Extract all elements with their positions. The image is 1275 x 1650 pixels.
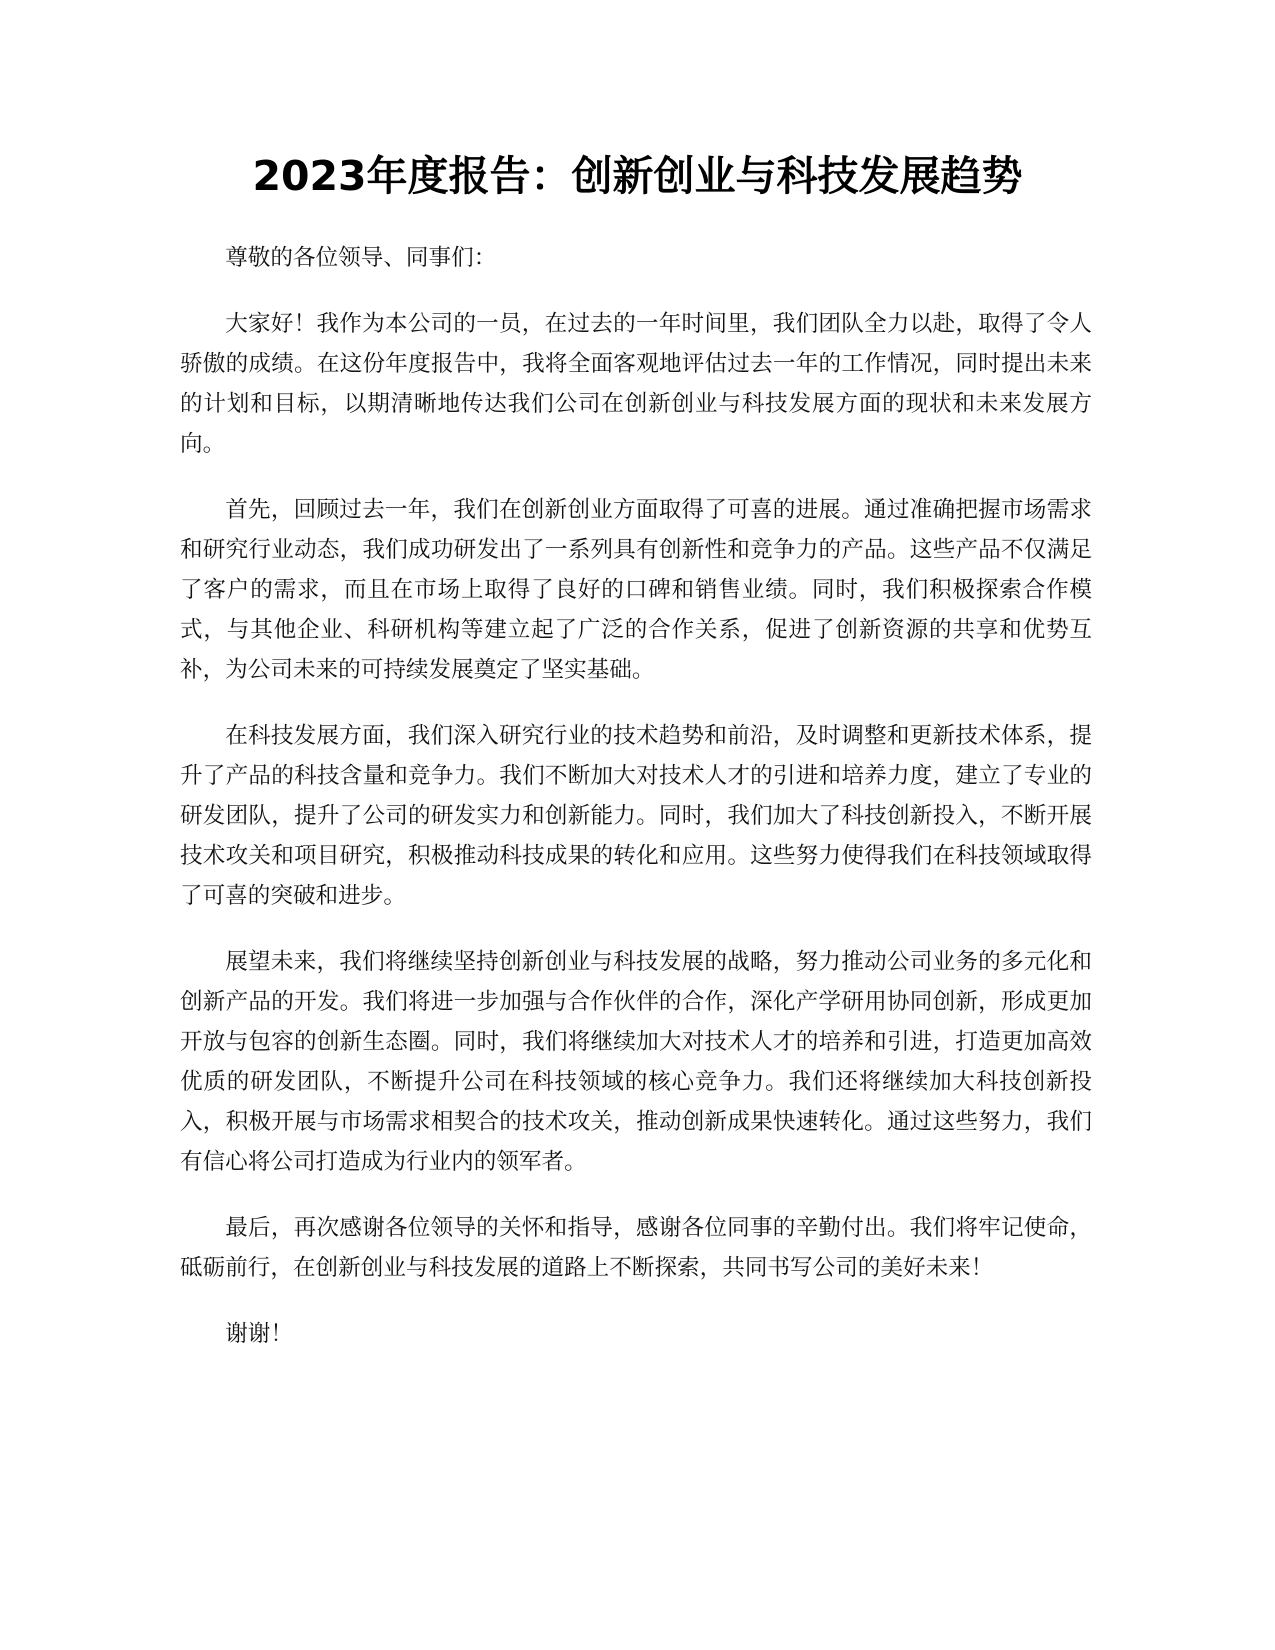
review-paragraph: 首先，回顾过去一年，我们在创新创业方面取得了可喜的进展。通过准确把握市场需求和研究行业动态，我们成功研发出了一系列具有创新性和竞争力的产品。这些产品不仅满足了客户的需求，而且在市场上取得了良好的口碑和销售业绩。同时，我们积极探索合作模式，与其他企业、科研机构等建立起了广泛的合作关系，促进了创新资源的共享和优势互补，为公司未来的可持续发展奠定了坚实基础。 (180, 497, 1092, 683)
salutation-paragraph: 尊敬的各位领导、同事们： (225, 245, 497, 271)
thanks-paragraph: 谢谢！ (225, 1321, 293, 1347)
document-title: 2023年度报告：创新创业与科技发展趋势 (252, 152, 1023, 200)
intro-paragraph: 大家好！我作为本公司的一员，在过去的一年时间里，我们团队全力以赴，取得了令人骄傲的成绩。在这份年度报告中，我将全面客观地评估过去一年的工作情况，同时提出未来的计划和目标，以期清晰地传达我们公司在创新创业与科技发展方面的现状和未来发展方向。 (180, 311, 1092, 457)
closing-paragraph: 最后，再次感谢各位领导的关怀和指导，感谢各位同事的辛勤付出。我们将牢记使命，砥砺前行，在创新创业与科技发展的道路上不断探索，共同书写公司的美好未来！ (180, 1215, 1092, 1281)
technology-paragraph: 在科技发展方面，我们深入研究行业的技术趋势和前沿，及时调整和更新技术体系，提升了产品的科技含量和竞争力。我们不断加大对技术人才的引进和培养力度，建立了专业的研发团队，提升了公司的研发实力和创新能力。同时，我们加大了科技创新投入，不断开展技术攻关和项目研究，积极推动科技成果的转化和应用。这些努力使得我们在科技领域取得了可喜的突破和进步。 (180, 723, 1092, 909)
outlook-paragraph: 展望未来，我们将继续坚持创新创业与科技发展的战略，努力推动公司业务的多元化和创新产品的开发。我们将进一步加强与合作伙伴的合作，深化产学研用协同创新，形成更加开放与包容的创新生态圈。同时，我们将继续加大对技术人才的培养和引进，打造更加高效优质的研发团队，不断提升公司在科技领域的核心竞争力。我们还将继续加大科技创新投入，积极开展与市场需求相契合的技术攻关，推动创新成果快速转化。通过这些努力，我们有信心将公司打造成为行业内的领军者。 (180, 949, 1092, 1175)
document-body (180, 238, 1092, 1380)
